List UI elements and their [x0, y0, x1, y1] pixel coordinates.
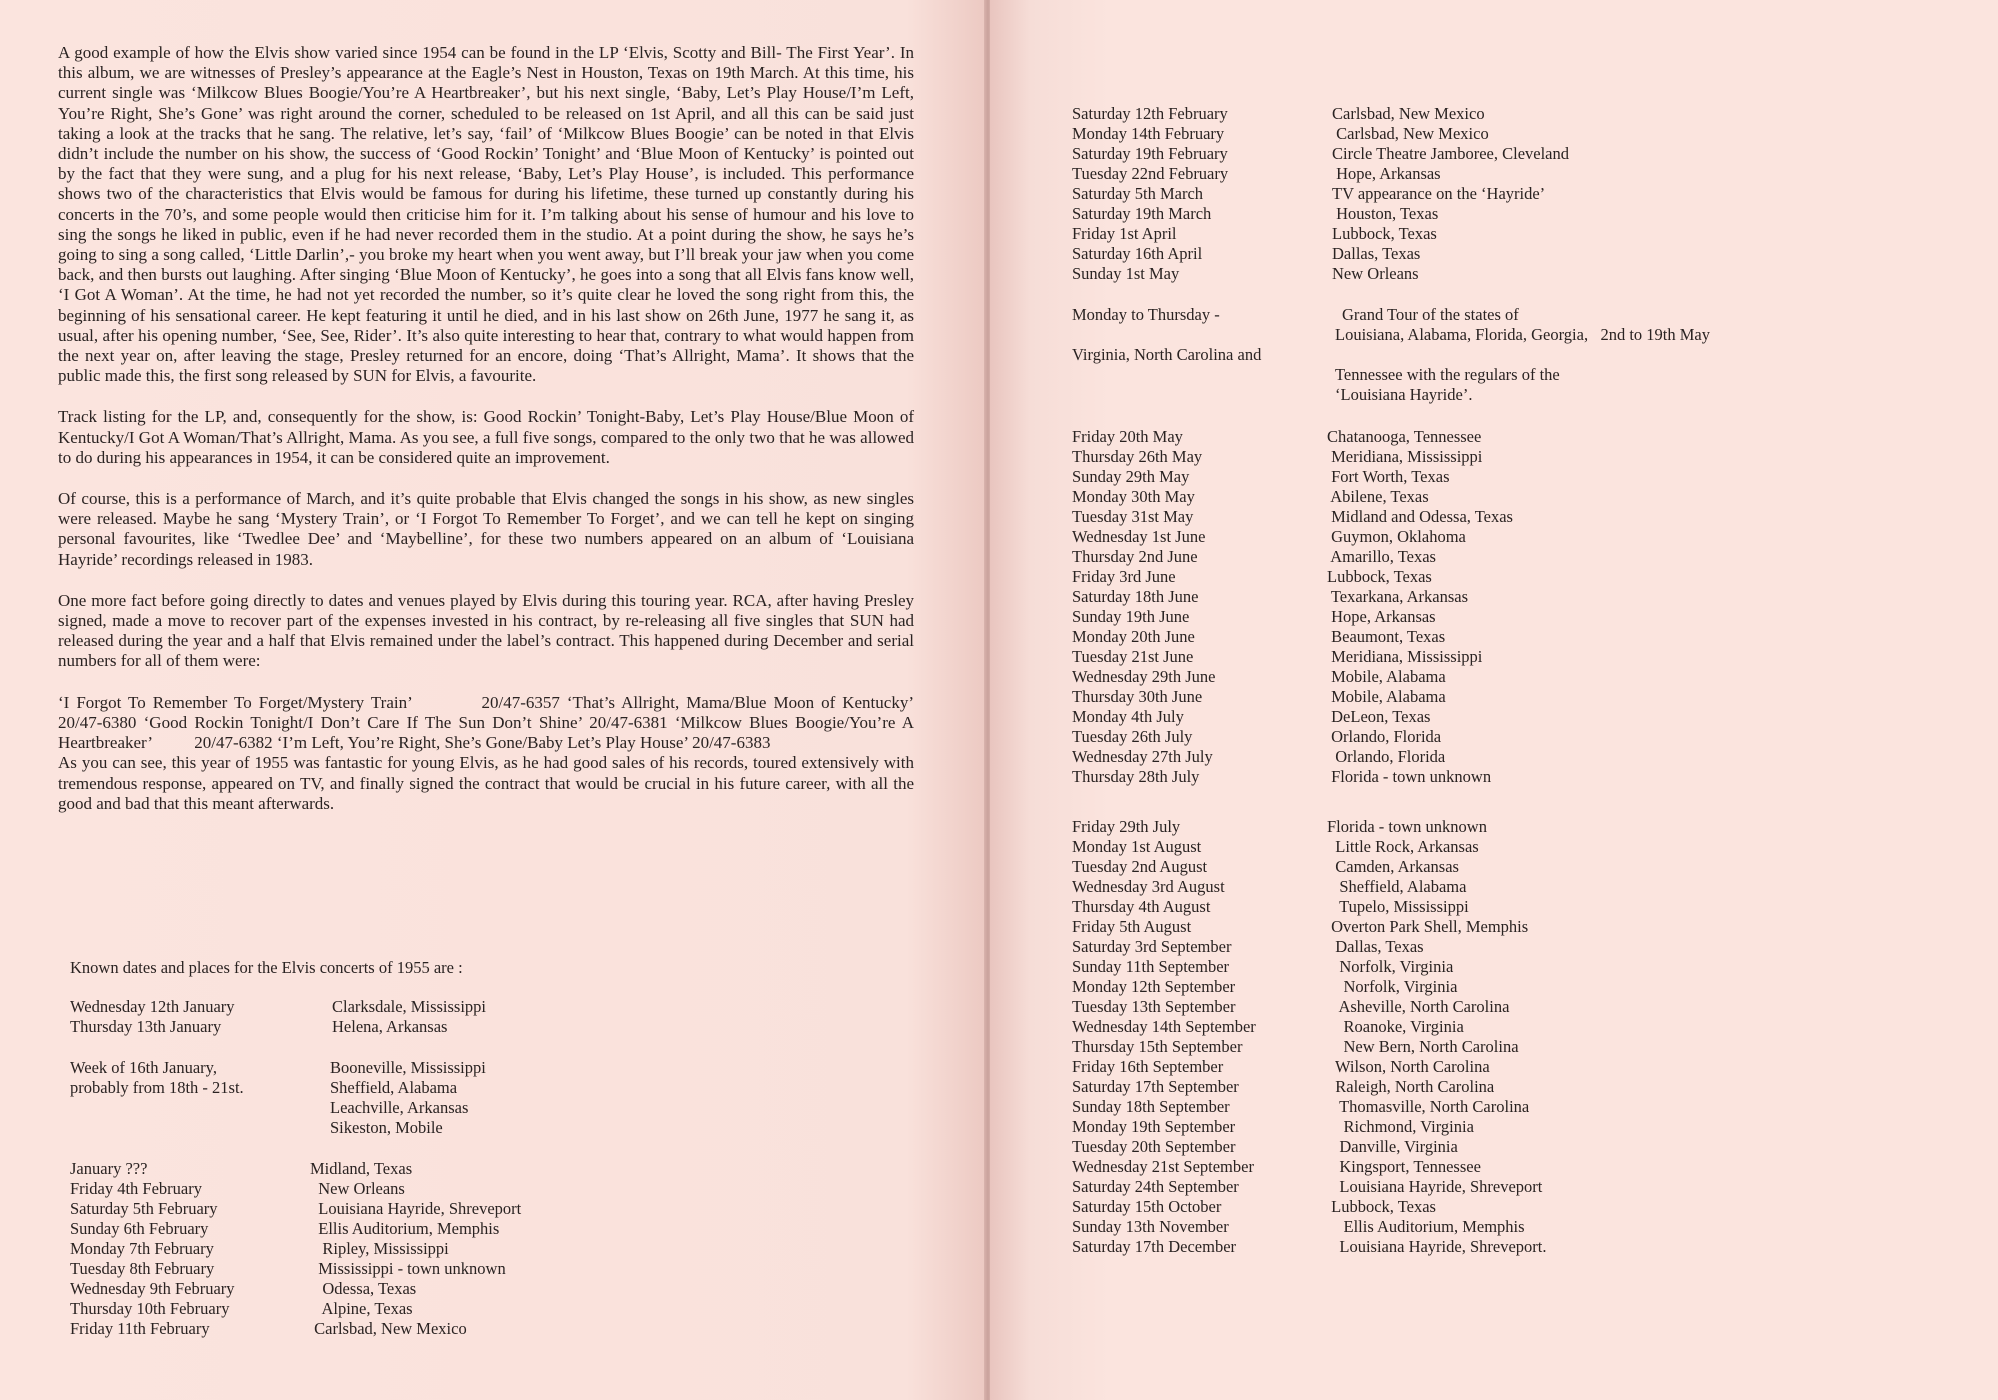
- singles-list: ‘I Forgot To Remember To Forget/Mystery Train’ 20/47-6357 ‘That’s Allright, Mama/Blue Moon of Kentucky’ 20/47-6380 ‘Good Rockin Tonight/I Don’t Care If The Sun Don’t Shine’ 20/47-6381 ‘Milkcow Blues Boogie/You’re A Heartbreaker’ 20/47-6382 ‘I’m Left, You’re Right, She’s Gone/Baby Let’s Play House’ 20/47-6383: [58, 692, 957, 753]
- venue-cell: Hope, Arkansas: [1332, 164, 1441, 183]
- date-cell: Monday 19th September: [1072, 1117, 1236, 1136]
- venue-cell: Camden, Arkansas: [1327, 857, 1459, 876]
- venue-cell: TV appearance on the ‘Hayride’: [1332, 184, 1546, 203]
- date-row: [1072, 527, 1513, 547]
- date-cell: Tuesday 13th September: [1072, 997, 1236, 1016]
- date-cell: Week of 16th January,: [70, 1058, 217, 1077]
- date-row: [70, 1159, 521, 1179]
- venue-cell: Meridiana, Mississippi: [1327, 647, 1483, 666]
- date-row: [70, 1319, 521, 1339]
- venue-cell: Florida - town unknown: [1327, 817, 1487, 836]
- date-cell: Saturday 3rd September: [1072, 937, 1232, 956]
- venue-cell: New Orleans: [1332, 264, 1419, 283]
- date-row: [70, 1239, 521, 1259]
- venue-cell: Clarksdale, Mississippi: [332, 997, 487, 1016]
- venue-cell: Chatanooga, Tennessee: [1327, 427, 1482, 446]
- venue-cell: New Orleans: [310, 1179, 405, 1198]
- date-row: [1072, 447, 1513, 467]
- venue-cell: Danville, Virginia: [1327, 1137, 1458, 1156]
- venue-cell: Guymon, Oklahoma: [1327, 527, 1466, 546]
- known-dates-heading: Known dates and places for the Elvis concerts of 1955 are :: [70, 958, 463, 977]
- date-row: [1072, 124, 1569, 144]
- date-cell: Saturday 24th September: [1072, 1177, 1239, 1196]
- venue-cell: Little Rock, Arkansas: [1327, 837, 1479, 856]
- venue-cell: Mississippi - town unknown: [310, 1259, 506, 1278]
- date-row: [1072, 1157, 1546, 1177]
- date-cell: Monday 1st August: [1072, 837, 1202, 856]
- venue-cell: Midland, Texas: [310, 1159, 413, 1178]
- venue-cell: Carlsbad, New Mexico: [1332, 104, 1485, 123]
- date-row: [70, 1199, 521, 1219]
- date-row: [1072, 184, 1569, 204]
- venue-cell: Circle Theatre Jamboree, Cleveland: [1332, 144, 1570, 163]
- venue-cell: Abilene, Texas: [1327, 487, 1429, 506]
- venue-cell: Fort Worth, Texas: [1327, 467, 1450, 486]
- date-cell: Wednesday 27th July: [1072, 747, 1213, 766]
- date-cell: Thursday 4th August: [1072, 897, 1211, 916]
- paragraph: Track listing for the LP, and, consequently for the show, is: Good Rockin’ Tonight-Baby, Let’s Play House/Blue Moon of Kentucky/I Got A Woman/That’s Allright, Mama. As you see, a full five songs, compared to the only two that he was allowed to do during his appearances in 1954, it can be considered quite an improvement.: [58, 407, 914, 467]
- venue-cell: Louisiana Hayride, Shreveport: [310, 1199, 522, 1218]
- paragraph: A good example of how the Elvis show varied since 1954 can be found in the LP ‘Elvis, Scotty and Bill- The First Year’. In this album, we are witnesses of Presley’s appearance at the Eagle’s Nest in Houston, Texas on 19th March. At this time, his current single was ‘Milkcow Blues Boogie/You’re A Heartbreaker’, but his next single, ‘Baby, Let’s Play House/I’m Left, You’re Right, She’s Gone’ was right around the corner, scheduled to be released on 1st April, and all this can be said just taking a look at the tracks that he sang. The relative, let’s say, ‘fail’ of ‘Milkcow Blues Boogie’ can be noted in that Elvis didn’t include the number on his show, the success of ‘Good Rockin’ Tonight’ and ‘Blue Moon of Kentucky’ is pointed out by the fact that they were sung, and a plug for his next release, ‘Baby, Let’s Play House’, is included. This performance shows two of the characteristics that Elvis would be famous for during his lifetime, these turned up constantly during his concerts in the 70’s, and some people would then criticise him for it. I’m talking about his sense of humour and his love to sing the songs he liked in public, even if he had never recorded them in the studio. At a point during the show, he says he’s going to sing a song called, ‘Little Darlin’,- you broke my heart when you went away, but I’ll break your jaw when you come back, and then bursts out laughing. After singing ‘Blue Moon of Kentucky’, he goes into a song that all Elvis fans know well, ‘I Got A Woman’. At the time, he had not yet recorded the number, so it’s quite clear he loved the song right from this, the beginning of his sensational career. He kept featuring it until he died, and in his last show on 26th June, 1977 he sang it, as usual, after his opening number, ‘See, See, Rider’. It’s also quite interesting to hear that, contrary to what would happen from the next year on, after leaving the stage, Presley returned for an encore, doing ‘That’s Allright, Mama’. It shows that the public made this, the first song released by SUN for Elvis, a favourite.: [58, 43, 914, 386]
- date-row: [1072, 957, 1546, 977]
- date-row: [1072, 104, 1569, 124]
- date-cell: Monday 14th February: [1072, 124, 1225, 143]
- venue-cell: Lubbock, Texas: [1327, 567, 1432, 586]
- venue-cell: Ellis Auditorium, Memphis: [1327, 1217, 1525, 1236]
- venue-cell: Midland and Odessa, Texas: [1327, 507, 1513, 526]
- date-cell: January ???: [70, 1159, 148, 1178]
- date-cell: Saturday 5th March: [1072, 184, 1204, 203]
- date-cell: Saturday 15th October: [1072, 1197, 1222, 1216]
- date-cell: Sunday 6th February: [70, 1219, 209, 1238]
- venue-cell: Norfolk, Virginia: [1327, 957, 1454, 976]
- venue-cell: Louisiana Hayride, Shreveport: [1327, 1177, 1543, 1196]
- date-row: [1072, 144, 1569, 164]
- date-cell: Monday 4th July: [1072, 707, 1184, 726]
- date-row: [70, 1098, 486, 1118]
- date-row: [1072, 1017, 1546, 1037]
- tour-dates: 2nd to 19th May: [1600, 325, 1711, 344]
- date-row: [1072, 1037, 1546, 1057]
- venue-cell: Alpine, Texas: [310, 1299, 413, 1318]
- date-cell: Saturday 5th February: [70, 1199, 218, 1218]
- venue-cell: Hope, Arkansas: [1327, 607, 1436, 626]
- date-cell: Sunday 19th June: [1072, 607, 1190, 626]
- date-row: [1072, 647, 1513, 667]
- paragraph: As you can see, this year of 1955 was fantastic for young Elvis, as he had good sales of his records, toured extensively with tremendous response, appeared on TV, and finally signed the contract that would be crucial in his future career, with all the good and bad that this meant afterwards.: [58, 753, 914, 813]
- date-cell: Sunday 18th September: [1072, 1097, 1230, 1116]
- date-row: [1072, 997, 1546, 1017]
- venue-cell: Leachville, Arkansas: [330, 1098, 469, 1117]
- date-cell: Thursday 10th February: [70, 1299, 230, 1318]
- venue-cell: New Bern, North Carolina: [1327, 1037, 1519, 1056]
- date-cell: Thursday 30th June: [1072, 687, 1203, 706]
- date-row: [70, 1058, 486, 1078]
- date-row: [1072, 567, 1513, 587]
- venue-cell: Mobile, Alabama: [1327, 667, 1446, 686]
- tour-text: Tennessee with the regulars of the: [1335, 365, 1560, 384]
- date-row: [1072, 627, 1513, 647]
- date-cell: Friday 1st April: [1072, 224, 1177, 243]
- date-cell: probably from 18th - 21st.: [70, 1078, 244, 1097]
- date-row: [1072, 837, 1546, 857]
- date-cell: Friday 29th July: [1072, 817, 1181, 836]
- date-cell: Friday 16th September: [1072, 1057, 1224, 1076]
- date-cell: Friday 20th May: [1072, 427, 1183, 446]
- date-row: [70, 1179, 521, 1199]
- venue-cell: Richmond, Virginia: [1327, 1117, 1474, 1136]
- date-cell: Tuesday 2nd August: [1072, 857, 1208, 876]
- date-row: [1072, 1137, 1546, 1157]
- venue-cell: Texarkana, Arkansas: [1327, 587, 1469, 606]
- date-cell: Saturday 19th February: [1072, 144, 1228, 163]
- date-cell: Monday 12th September: [1072, 977, 1236, 996]
- dates-group: [70, 997, 486, 1037]
- dates-group: [70, 1159, 521, 1339]
- tour-text: Grand Tour of the states of: [1342, 305, 1519, 324]
- venue-cell: Orlando, Florida: [1327, 727, 1442, 746]
- venue-cell: Helena, Arkansas: [332, 1017, 448, 1036]
- date-cell: Monday 7th February: [70, 1239, 214, 1258]
- article-text: [58, 43, 957, 814]
- date-row: [1072, 607, 1513, 627]
- venue-cell: Booneville, Mississippi: [330, 1058, 486, 1077]
- date-row: [1072, 977, 1546, 997]
- date-cell: Monday 20th June: [1072, 627, 1195, 646]
- date-cell: Tuesday 26th July: [1072, 727, 1193, 746]
- date-cell: Sunday 13th November: [1072, 1217, 1229, 1236]
- date-cell: Wednesday 9th February: [70, 1279, 235, 1298]
- date-cell: Saturday 19th March: [1072, 204, 1212, 223]
- date-cell: Wednesday 29th June: [1072, 667, 1216, 686]
- date-row: [70, 1299, 521, 1319]
- venue-cell: Raleigh, North Carolina: [1327, 1077, 1495, 1096]
- date-cell: Tuesday 22nd February: [1072, 164, 1229, 183]
- dates-group: [70, 1058, 486, 1138]
- date-row: [1072, 1117, 1546, 1137]
- date-cell: Monday 30th May: [1072, 487, 1195, 506]
- date-cell: Tuesday 20th September: [1072, 1137, 1236, 1156]
- date-row: [1072, 1097, 1546, 1117]
- venue-cell: Ellis Auditorium, Memphis: [310, 1219, 500, 1238]
- date-row: [70, 1118, 486, 1138]
- date-row: [1072, 264, 1569, 284]
- date-row: [1072, 467, 1513, 487]
- date-cell: Friday 5th August: [1072, 917, 1192, 936]
- date-row: [1072, 164, 1569, 184]
- venue-cell: Louisiana Hayride, Shreveport.: [1327, 1237, 1547, 1256]
- left-page: [0, 0, 986, 1400]
- date-row: [1072, 687, 1513, 707]
- date-row: [1072, 747, 1513, 767]
- date-cell: Saturday 18th June: [1072, 587, 1199, 606]
- date-cell: Saturday 12th February: [1072, 104, 1228, 123]
- date-cell: Friday 3rd June: [1072, 567, 1176, 586]
- date-row: [1072, 897, 1546, 917]
- venue-cell: Roanoke, Virginia: [1327, 1017, 1464, 1036]
- date-row: [1072, 877, 1546, 897]
- date-cell: Thursday 15th September: [1072, 1037, 1243, 1056]
- venue-cell: Orlando, Florida: [1327, 747, 1446, 766]
- date-cell: Saturday 17th September: [1072, 1077, 1239, 1096]
- date-row: [1072, 917, 1546, 937]
- date-row: [70, 1219, 521, 1239]
- date-row: [1072, 547, 1513, 567]
- venue-cell: Houston, Texas: [1332, 204, 1439, 223]
- venue-cell: Norfolk, Virginia: [1327, 977, 1458, 996]
- venue-cell: DeLeon, Texas: [1327, 707, 1431, 726]
- venue-cell: Carlsbad, New Mexico: [310, 1319, 467, 1338]
- date-cell: Sunday 1st May: [1072, 264, 1180, 283]
- venue-cell: Overton Park Shell, Memphis: [1327, 917, 1529, 936]
- dates-group: [1072, 817, 1546, 1257]
- date-row: [1072, 857, 1546, 877]
- venue-cell: Thomasville, North Carolina: [1327, 1097, 1530, 1116]
- dates-group: [1072, 427, 1513, 787]
- date-row: [1072, 937, 1546, 957]
- paragraph: One more fact before going directly to dates and venues played by Elvis during this touring year. RCA, after having Presley signed, made a move to recover part of the expenses invested in his contract, by re-releasing all five singles that SUN had released during the year and a half that Elvis remained under the label’s contract. This happened during December and serial numbers for all of them were:: [58, 590, 914, 671]
- date-row: [1072, 707, 1513, 727]
- venue-cell: Amarillo, Texas: [1327, 547, 1436, 566]
- date-cell: Saturday 16th April: [1072, 244, 1203, 263]
- date-row: [1072, 1057, 1546, 1077]
- date-row: [1072, 667, 1513, 687]
- date-cell: Friday 4th February: [70, 1179, 202, 1198]
- paragraph: Of course, this is a performance of March, and it’s quite probable that Elvis changed the songs in his show, as new singles were released. Maybe he sang ‘Mystery Train’, or ‘I Forgot To Remember To Forget’, and we can tell he kept on singing personal favourites, like ‘Twedlee Dee’ and ‘Maybelline’, for these two numbers appeared on an album of ‘Louisiana Hayride’ recordings released in 1983.: [58, 489, 914, 569]
- date-cell: Sunday 11th September: [1072, 957, 1230, 976]
- date-cell: Thursday 2nd June: [1072, 547, 1198, 566]
- grand-tour-entry: [1072, 305, 1710, 405]
- date-row: [1072, 427, 1513, 447]
- date-row: [1072, 1197, 1546, 1217]
- date-row: [70, 1259, 521, 1279]
- date-cell: Tuesday 8th February: [70, 1259, 215, 1278]
- venue-cell: Sheffield, Alabama: [330, 1078, 458, 1097]
- venue-cell: Tupelo, Mississippi: [1327, 897, 1469, 916]
- date-row: [70, 1078, 486, 1098]
- date-cell: [70, 1098, 330, 1118]
- date-row: [70, 1279, 521, 1299]
- date-row: [1072, 204, 1569, 224]
- date-row: [1072, 1177, 1546, 1197]
- date-cell: Wednesday 1st June: [1072, 527, 1206, 546]
- venue-cell: Lubbock, Texas: [1332, 224, 1437, 243]
- date-row: [1072, 587, 1513, 607]
- date-cell: Wednesday 3rd August: [1072, 877, 1225, 896]
- date-row: [1072, 1077, 1546, 1097]
- venue-cell: Carlsbad, New Mexico: [1332, 124, 1489, 143]
- venue-cell: Wilson, North Carolina: [1327, 1057, 1490, 1076]
- venue-cell: Sheffield, Alabama: [1327, 877, 1467, 896]
- date-row: [1072, 244, 1569, 264]
- date-cell: Wednesday 14th September: [1072, 1017, 1256, 1036]
- date-cell: Wednesday 21st September: [1072, 1157, 1254, 1176]
- date-cell: Tuesday 21st June: [1072, 647, 1194, 666]
- venue-cell: Ripley, Mississippi: [310, 1239, 449, 1258]
- date-cell: Friday 11th February: [70, 1319, 210, 1338]
- date-row: [1072, 767, 1513, 787]
- venue-cell: Kingsport, Tennessee: [1327, 1157, 1481, 1176]
- tour-text: ‘Louisiana Hayride’.: [1335, 385, 1473, 404]
- venue-cell: Asheville, North Carolina: [1327, 997, 1510, 1016]
- date-row: [1072, 507, 1513, 527]
- venue-cell: Mobile, Alabama: [1327, 687, 1446, 706]
- date-row: [1072, 224, 1569, 244]
- date-cell: Saturday 17th December: [1072, 1237, 1237, 1256]
- venue-cell: Dallas, Texas: [1332, 244, 1421, 263]
- date-row: [70, 1017, 486, 1037]
- date-cell: Thursday 26th May: [1072, 447, 1203, 466]
- tour-label: Monday to Thursday -: [1072, 305, 1220, 324]
- date-cell: [70, 1118, 330, 1138]
- tour-text: Virginia, North Carolina and: [1072, 345, 1262, 364]
- venue-cell: Meridiana, Mississippi: [1327, 447, 1483, 466]
- venue-cell: Odessa, Texas: [310, 1279, 417, 1298]
- date-row: [1072, 817, 1546, 837]
- venue-cell: Lubbock, Texas: [1327, 1197, 1436, 1216]
- date-row: [1072, 487, 1513, 507]
- date-cell: Thursday 13th January: [70, 1017, 222, 1036]
- date-cell: Thursday 28th July: [1072, 767, 1200, 786]
- date-cell: Sunday 29th May: [1072, 467, 1190, 486]
- venue-cell: Sikeston, Mobile: [330, 1118, 443, 1137]
- date-cell: Tuesday 31st May: [1072, 507, 1194, 526]
- date-row: [70, 997, 486, 1017]
- date-cell: Wednesday 12th January: [70, 997, 235, 1016]
- dates-group: [1072, 104, 1569, 284]
- venue-cell: Florida - town unknown: [1327, 767, 1492, 786]
- tour-text: Louisiana, Alabama, Florida, Georgia,: [1335, 325, 1589, 344]
- date-row: [1072, 1217, 1546, 1237]
- date-row: [1072, 727, 1513, 747]
- venue-cell: Beaumont, Texas: [1327, 627, 1446, 646]
- venue-cell: Dallas, Texas: [1327, 937, 1424, 956]
- date-row: [1072, 1237, 1546, 1257]
